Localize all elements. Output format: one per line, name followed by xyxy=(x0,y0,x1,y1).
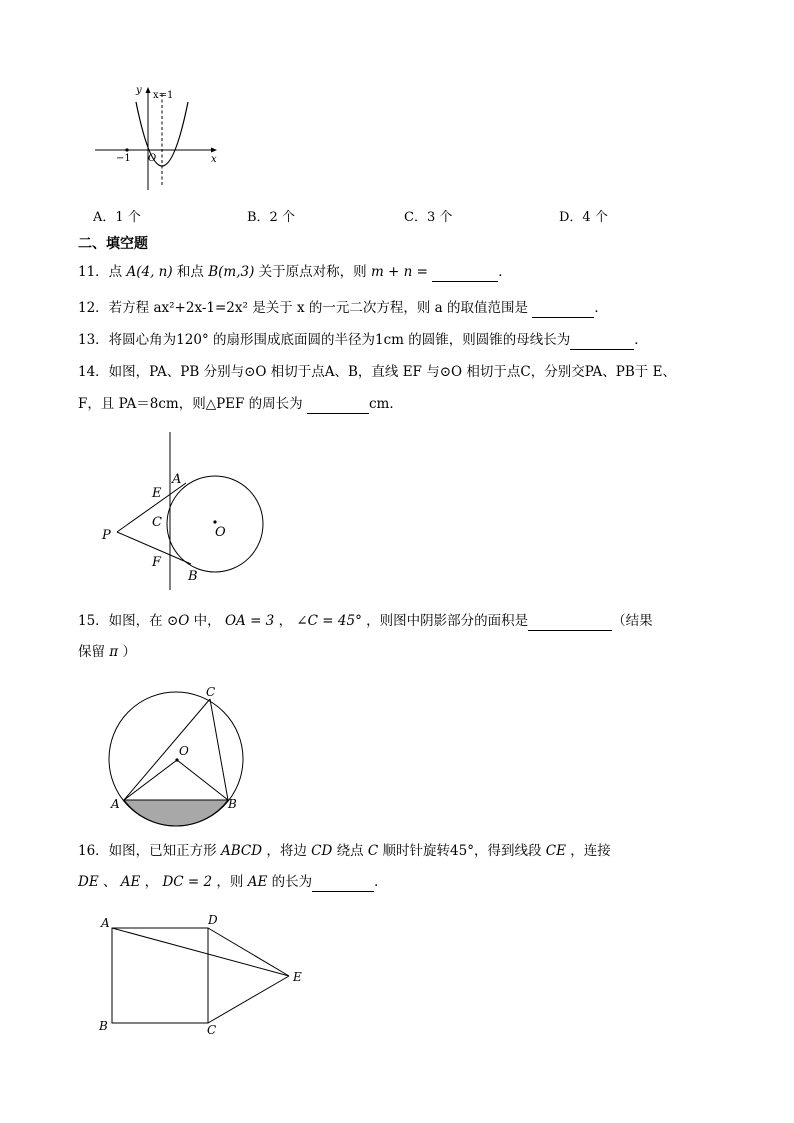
label-b: B xyxy=(228,797,237,811)
question-14-line-1: 14．如图，PA、PB 分别与⊙O 相切于点A、B，直线 EF 与⊙O 相切于点C，分别交PA、PB于 E、 xyxy=(78,364,676,380)
label-b: B xyxy=(99,1019,108,1033)
question-15-line-1: 15．如图，在 ⊙O 中， OA = 3 ， ∠C = 45° ，则图中阴影部分的面积是 （结果 xyxy=(78,613,653,629)
label-p: P xyxy=(102,528,111,543)
origin-label: O xyxy=(148,153,157,164)
label-e: E xyxy=(293,970,302,984)
x-axis-label: x xyxy=(211,154,217,165)
label-a: A xyxy=(172,472,182,487)
option-c: C．3 个 xyxy=(404,210,453,225)
circle-segment-figure xyxy=(100,682,250,832)
question-12: 12．若方程 ax²+2x-1=2x² 是关于 x 的一元二次方程，则 a 的取值范围是 ． xyxy=(78,300,608,316)
question-16-line-2: DE 、 AE ， DC = 2 ，则 AE 的长为 ． xyxy=(78,874,388,890)
label-d: D xyxy=(208,913,218,927)
label-f: F xyxy=(152,555,162,570)
question-16-line-1: 16．如图，已知正方形 ABCD ，将边 CD 绕点 C 顺时针旋转45°，得到线段 CE ，连接 xyxy=(78,843,611,859)
label-c: C xyxy=(206,685,216,699)
label-c: C xyxy=(207,1023,217,1037)
question-13: 13．将圆心角为120° 的扇形围成底面圆的半径为1cm 的圆锥，则圆锥的母线长为 ． xyxy=(78,332,648,348)
answer-blank-15[interactable] xyxy=(528,614,612,631)
section-title: 二、填空题 xyxy=(78,236,148,252)
question-15-line-2: 保留 π ） xyxy=(78,644,136,660)
answer-blank-14[interactable] xyxy=(307,397,369,414)
minus-one-label: −1 xyxy=(116,153,131,164)
question-11: 11．点 A(4, n) 和点 B(m,3) 关于原点对称，则 m + n = ． xyxy=(78,264,512,280)
option-a: A．1 个 xyxy=(93,210,141,225)
answer-blank-13[interactable] xyxy=(570,333,634,350)
label-b: B xyxy=(188,569,198,584)
answer-blank-16[interactable] xyxy=(312,875,374,892)
answer-blank-11[interactable] xyxy=(432,265,498,282)
square-rotation-figure xyxy=(95,910,315,1040)
label-a: A xyxy=(111,797,120,811)
option-d: D．4 个 xyxy=(559,210,608,225)
label-e: E xyxy=(152,486,162,501)
symmetry-axis-label: x=1 xyxy=(153,90,174,101)
y-axis-label: y xyxy=(136,85,142,96)
tangent-circle-figure xyxy=(95,428,275,598)
label-c: C xyxy=(152,515,162,530)
label-o: O xyxy=(179,744,189,758)
label-a: A xyxy=(101,916,110,930)
question-14-line-2: F，且 PA＝8cm，则△PEF 的周长为 cm． xyxy=(78,396,403,412)
label-o: O xyxy=(215,525,226,540)
answer-blank-12[interactable] xyxy=(532,301,594,318)
parabola-graph xyxy=(90,80,225,195)
option-b: B．2 个 xyxy=(247,210,295,225)
